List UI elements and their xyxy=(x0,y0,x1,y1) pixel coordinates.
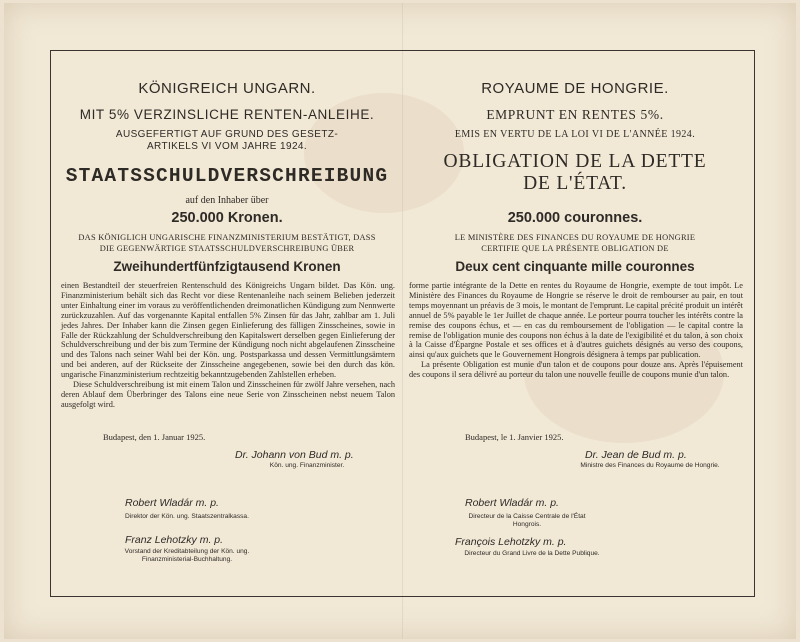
right-signature-2: Robert Wladár m. p. xyxy=(465,497,559,509)
left-signature-2-title: Direktor der Kön. ung. Staatszentralkassa. xyxy=(125,513,249,520)
right-body-para2: La présente Obligation est munie d'un talon et de coupons pour douze ans. Après l'épuisement des coupons il sera délivré au porteur du talon une nouvelle feuille de coupons munie d'un talon. xyxy=(409,360,743,380)
left-amount: 250.000 Kronen. xyxy=(171,210,283,226)
right-amount: 250.000 couronnes. xyxy=(507,210,643,226)
left-signature-1: Dr. Johann von Bud m. p. xyxy=(235,449,354,461)
right-certifies-line2: CERTIFIE QUE LA PRÉSENTE OBLIGATION DE xyxy=(481,244,669,253)
right-signature-3: François Lehotzky m. p. xyxy=(455,536,567,548)
right-issued-line1: EMIS EN VERTU DE LA LOI VI DE L'ANNÉE 1924. xyxy=(454,129,696,140)
left-body-text xyxy=(61,281,395,410)
left-certifies-line1: DAS KÖNIGLICH UNGARISCHE FINANZMINISTERIUM BESTÄTIGT, DASS xyxy=(78,233,376,242)
right-subtitle: EMPRUNT EN RENTES 5%. xyxy=(486,107,664,122)
left-bearer-text: auf den Inhaber über xyxy=(185,195,269,206)
right-signature-1: Dr. Jean de Bud m. p. xyxy=(585,449,687,461)
left-issued-line2: ARTIKELS VI VOM JAHRE 1924. xyxy=(146,141,308,152)
left-signature-2: Robert Wladár m. p. xyxy=(125,497,219,509)
left-subtitle: MIT 5% VERZINSLICHE RENTEN-ANLEIHE. xyxy=(79,107,375,122)
left-amount-words: Zweihundertfünfzigtausend Kronen xyxy=(113,259,341,274)
right-body-text xyxy=(409,281,743,380)
right-body-para1: forme partie intégrante de la Dette en rentes du Royaume de Hongrie, exempte de tout impôt. Le Ministère des Finances du Royaume de Hongrie se réserve le droit de rembourser au pair, en tout temps moyennant un préavis de 3 mois, le montant de l'emprunt. Le capital précité produit un intérêt annuel de 5% payable le 1er Juillet de chaque année. Le porteur pourra toucher les intérêts contre la remise des coupons échus, et — en cas du remboursement de l'obligation — le capital contre la remise de l'obligation munie des coupons non échus à la date de l'exigibilité et du talon, à son choix à la Caisse d'Épargne Postale et ses offices et à d'autres guichets désignés au verso des coupons, ainsi qu'aux guichets que le Gouvernement Hongrois désignera à temps par publication. xyxy=(409,281,743,360)
left-signature-1-title: Kön. ung. Finanzminister. xyxy=(269,462,345,469)
right-signature-2-title-line2: Hongrois. xyxy=(512,521,542,528)
right-signature-3-title: Directeur du Grand Livre de la Dette Publique. xyxy=(464,550,600,557)
right-document-type-line2: DE L'ÉTAT. xyxy=(523,173,627,194)
right-signature-1-title: Ministre des Finances du Royaume de Hongrie. xyxy=(580,462,720,469)
right-document-type-line1: OBLIGATION DE LA DETTE xyxy=(443,151,707,172)
left-signature-3-title-line2: Finanzministerial-Buchhaltung. xyxy=(141,556,233,563)
right-place-date: Budapest, le 1. Janvier 1925. xyxy=(465,432,564,442)
right-title: ROYAUME DE HONGRIE. xyxy=(481,80,669,97)
left-certifies-line2: DIE GEGENWÄRTIGE STAATSSCHULDVERSCHREIBUNG ÜBER xyxy=(99,244,355,253)
right-amount-words: Deux cent cinquante mille couronnes xyxy=(455,259,695,274)
left-document-type: STAATSSCHULDVERSCHREIBUNG xyxy=(65,165,389,187)
left-issued-line1: AUSGEFERTIGT AUF GRUND DES GESETZ- xyxy=(115,129,339,140)
left-signature-3-title-line1: Vorstand der Kreditabteilung der Kön. ung. xyxy=(124,548,250,555)
left-body-para1: einen Bestandteil der steuerfreien Rentenschuld des Königreichs Ungarn bildet. Das Kön. ung. Finanzministerium behält sich das Recht vor diese Rentenanleihe nach seinem Belieben jederzeit unter Einhaltung einer im voraus zu veröffentlichenden dreimonatlichen Kündigung zum Nennwerte zurückzuzahlen. Auf das vorgenannte Kapital entfallen 5% Zinsen für das Jahr, zahlbar am 1. Juli jedes Jahres. Der Inhaber kann die Zinsen gegen Einlieferung des fälligen Zinsscheines, sowie in Falle der Rückzahlung der Schuldverschreibung den Kapitalswert derselben gegen Einlieferung der Schuldverschreibung und der bis zum Termine der Kündigung noch nicht abgelaufenen Zinsscheine und des Talons nach seiner Wahl bei der Kön. ung. Postsparkassa und dessen Vermittlungsämtern und bei anderen, auf der Rückseite der Zinsscheine angegebenen, sowie bei den durch das kön. ungarische Finanzministerium rechtzeitig bekanntzugebenden Zahlstellen erheben. xyxy=(61,281,395,380)
left-title: KÖNIGREICH UNGARN. xyxy=(138,80,316,97)
left-signature-3: Franz Lehotzky m. p. xyxy=(125,534,224,546)
left-place-date: Budapest, den 1. Januar 1925. xyxy=(103,432,206,442)
left-body-para2: Diese Schuldverschreibung ist mit einem Talon und Zinsscheinen für zwölf Jahre versehen, nach deren Ablauf dem Überbringer des Talons eine neue Serie von Zinsscheinen nebst neuem Talon ausgefolgt wird. xyxy=(61,380,395,409)
document-frame xyxy=(50,50,755,597)
right-signature-2-title-line1: Directeur de la Caisse Centrale de l'État xyxy=(468,513,586,520)
right-certifies-line1: LE MINISTÈRE DES FINANCES DU ROYAUME DE HONGRIE xyxy=(454,233,696,242)
